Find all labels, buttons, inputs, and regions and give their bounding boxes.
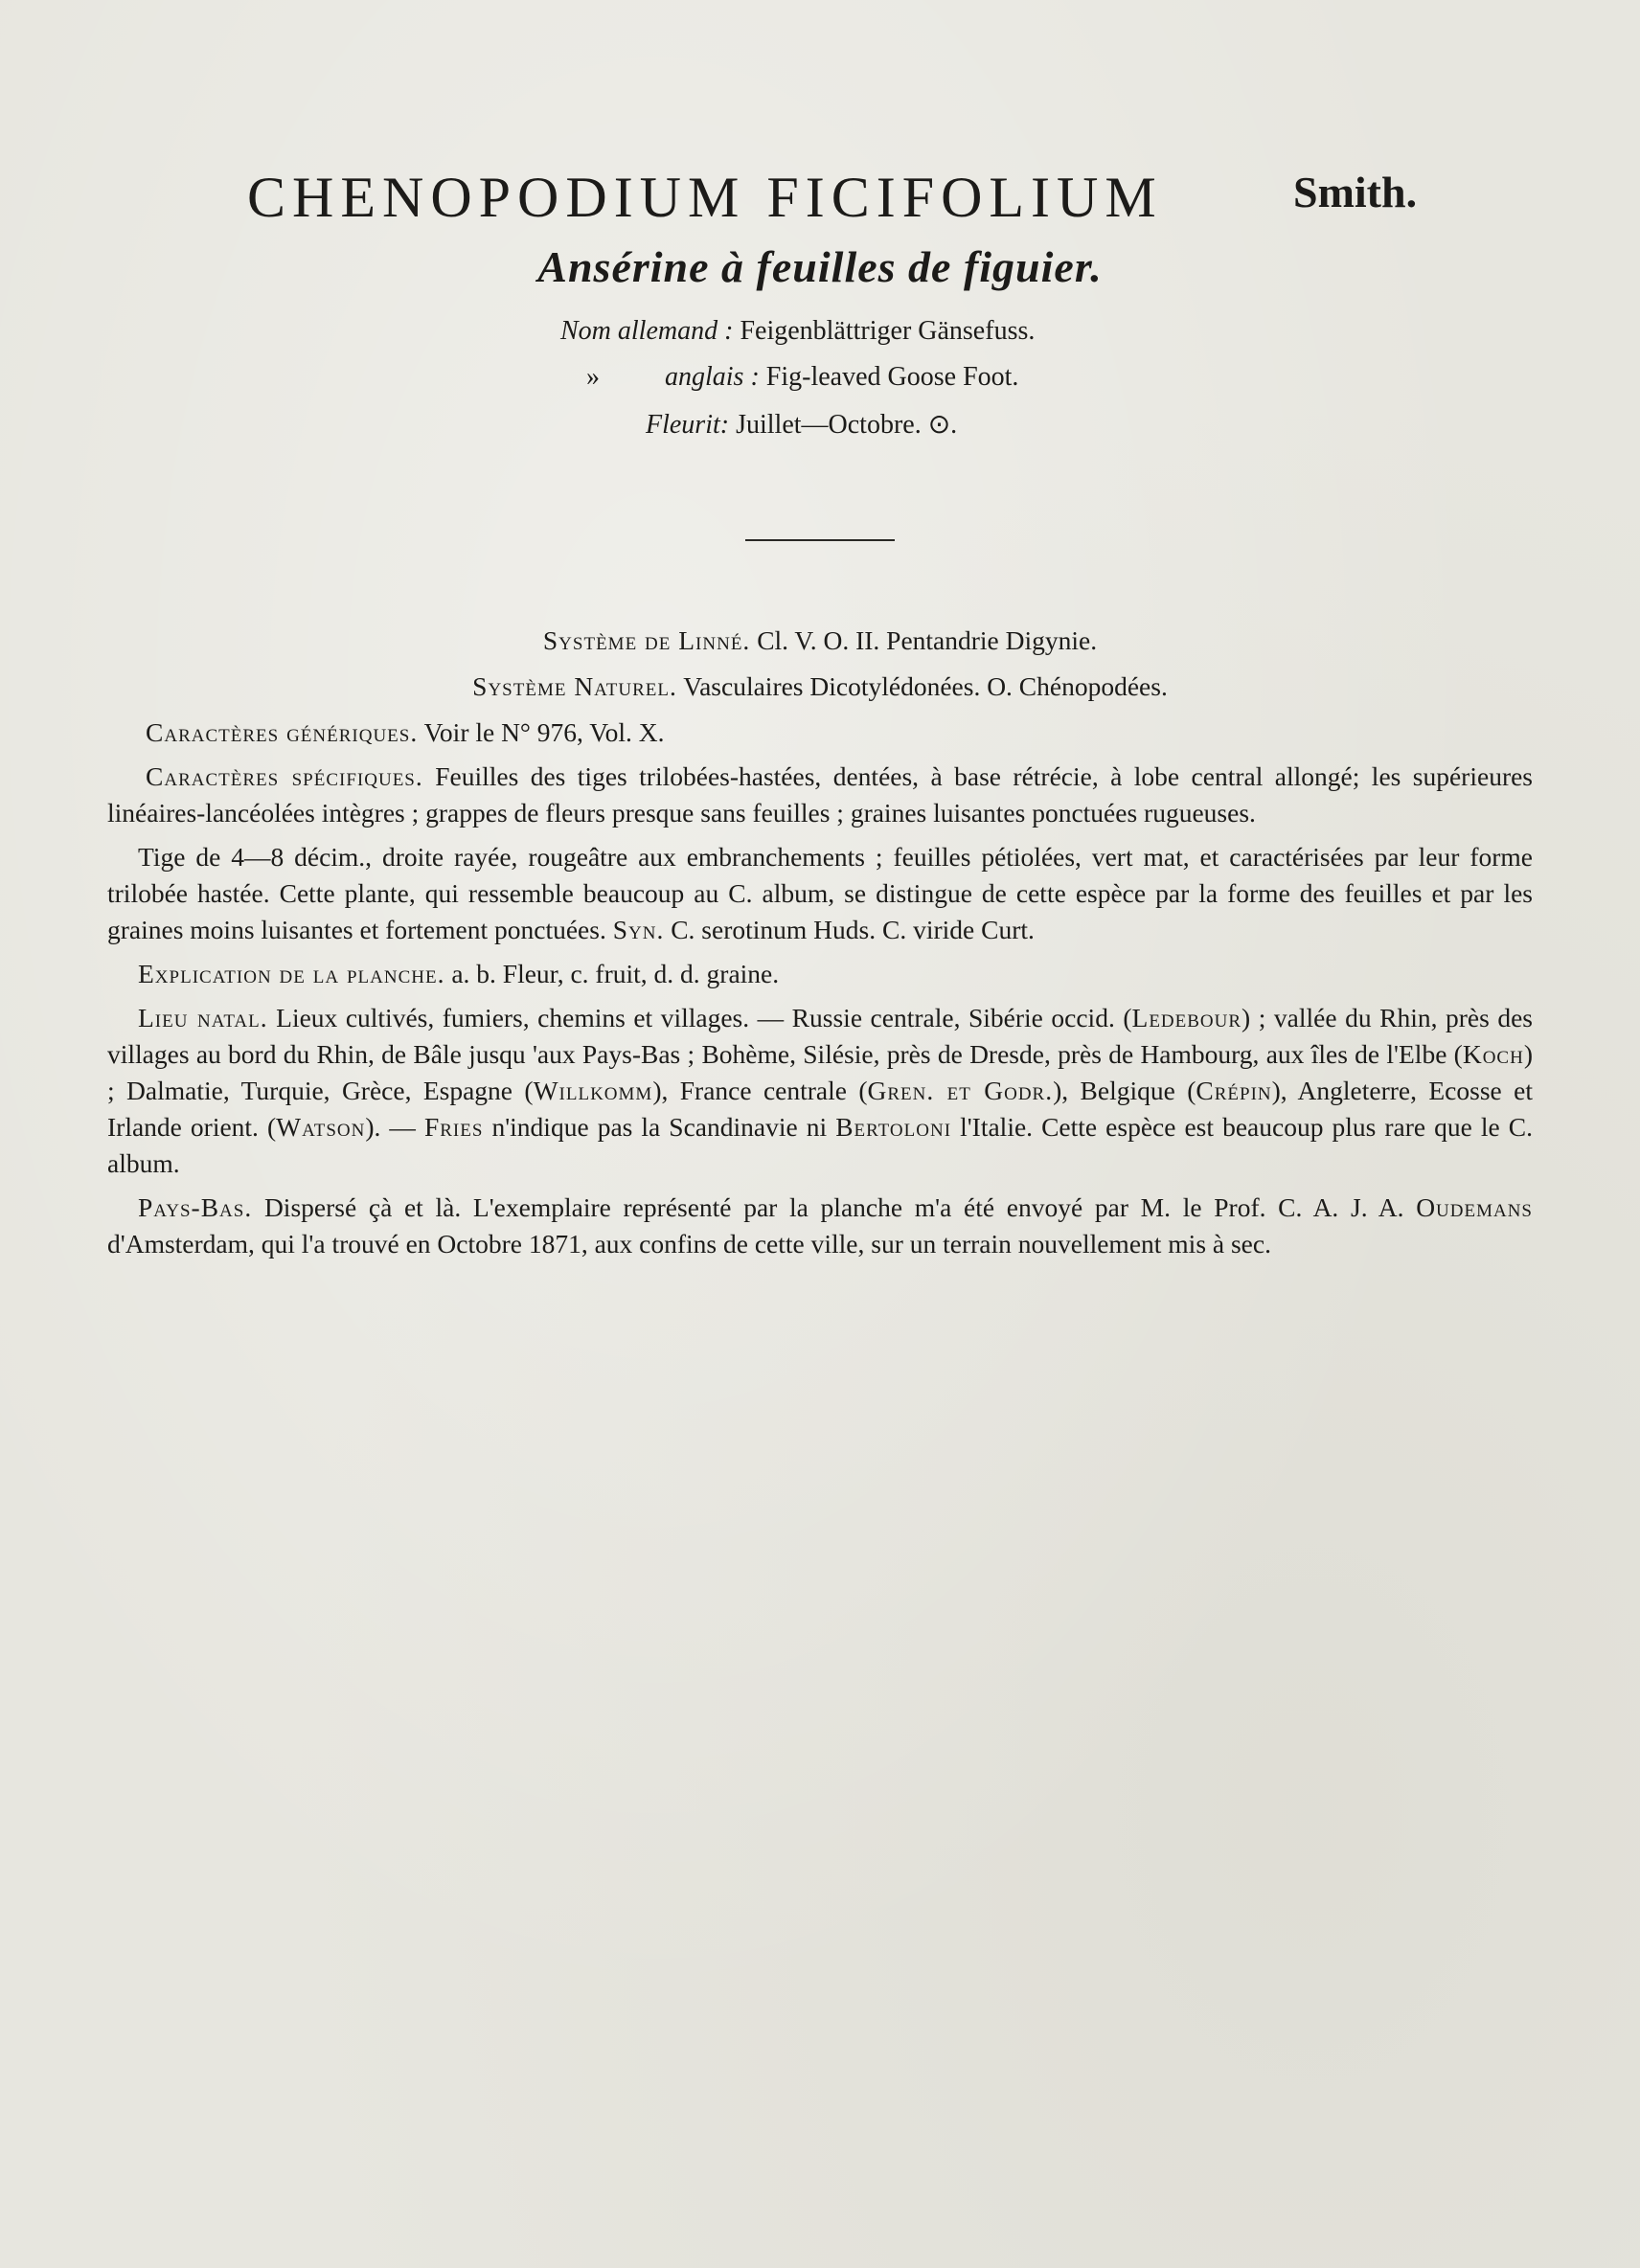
separator-rule [745,539,895,541]
specific-characters-text: Feuilles des tiges trilobées-hastées, dentées, à base rétrécie, à lobe central allongé; les supérieures linéaires-lancéolées intègres ; grappes de fleurs presque sans feuilles ; graines luisantes ponctuées rugueuses. [107,761,1534,828]
german-name-value: Feigenblättriger Gänsefuss. [740,316,1036,346]
netherlands-paragraph [107,1190,1533,1262]
generic-characters-text: Voir le N° 976, Vol. X. [423,717,665,747]
english-name-row [586,362,1018,393]
plant-description-text: Tige de 4—8 décim., droite rayée, rougeâtre aux embranchements ; feuilles pétiolées, vert mat, et caractérisées par leur forme trilobée hastée. Cette plante, qui ressemble beaucoup au C. album, se distingue de cette espèce par la forme des feuilles et par les graines moins luisantes et fortement ponctuées. [107,842,1533,944]
french-common-name: Ansérine à feuilles de figuier. [537,242,1103,291]
english-name-label: anglais : [665,362,760,392]
synonym-text: C. serotinum Huds. C. viride Curt. [671,915,1035,944]
specific-characters-paragraph [107,759,1533,831]
author-koch: Koch [1462,1039,1524,1069]
flowering-label: Fleurit: [646,410,730,440]
author-gren-godr: Gren. et Godr. [867,1076,1054,1105]
specific-characters-label: Caractères spécifiques. [146,761,423,791]
generic-characters-paragraph [107,714,1533,751]
flowering-row [646,408,957,441]
netherlands-label: Pays-Bas. [138,1192,253,1222]
generic-characters-label: Caractères génériques. [146,717,419,747]
ditto-mark: » [586,362,600,392]
netherlands-text-b: d'Amsterdam, qui l'a trouvé en Octobre 1871, aux confins de cette ville, sur un terrain nouvellement mis à sec. [107,1229,1271,1259]
plant-description-paragraph [107,839,1533,948]
author-bertoloni: Bertoloni [835,1112,952,1142]
author-watson: Watson [276,1112,366,1142]
german-name-row [560,316,1035,347]
author-fries: Fries [423,1112,484,1142]
native-range-text-d: ), France centrale ( [652,1076,868,1105]
german-name-label: Nom allemand : [560,316,734,346]
plate-explanation-label: Explication de la planche. [138,959,445,988]
annual-symbol-icon: ⊙. [927,410,958,440]
native-range-text-f: ), Angleterre, Ecosse et Irlande orient. ( [107,1076,1533,1142]
author-willkomm: Willkomm [533,1076,653,1105]
plate-explanation-text: a. b. Fleur, c. fruit, d. d. graine. [451,959,780,988]
native-range-text-a: Lieux cultivés, fumiers, chemins et villages. — Russie centrale, Sibérie occid. ( [276,1003,1132,1032]
author-crepin: Crépin [1196,1076,1272,1105]
english-name-value: Fig-leaved Goose Foot. [765,362,1019,392]
synonym-label: Syn. [612,915,665,944]
native-range-text-g: ). — [365,1112,424,1142]
native-range-text-c: ) ; Dalmatie, Turquie, Grèce, Espagne ( [107,1039,1533,1105]
linne-system-value: Cl. V. O. II. Pentandrie Digynie. [757,625,1098,655]
plate-explanation-paragraph [107,956,1533,992]
native-range-text-i: l'Italie. Cette espèce est beaucoup plus rare que le C. album. [107,1112,1534,1178]
native-range-text-h: n'indique pas la Scandinavie ni [483,1112,836,1142]
latin-species-name: CHENOPODIUM FICIFOLIUM [247,166,1163,229]
description-body [107,623,1533,1270]
native-range-label: Lieu natal. [138,1003,268,1032]
native-range-paragraph [107,1000,1533,1182]
natural-system-label: Système Naturel. [472,671,677,701]
flowering-value: Juillet—Octobre. [736,410,922,440]
natural-system-value: Vasculaires Dicotylédonées. O. Chénopodées. [683,671,1168,701]
author-oudemans: Oudemans [1416,1192,1533,1222]
netherlands-text-a: Dispersé çà et là. L'exemplaire représenté par la planche m'a été envoyé par M. le Prof. C. A. J. A. [263,1192,1417,1222]
linne-system-line [107,623,1533,659]
native-range-text-b: ) ; vallée du Rhin, près des villages au bord du Rhin, de Bâle jusqu 'aux Pays-Bas ; Bohème, Silésie, près de Dresde, près de Hambourg, aux îles de l'Elbe ( [107,1003,1534,1069]
natural-system-line [107,669,1533,705]
native-range-text-e: ), Belgique ( [1053,1076,1196,1105]
linne-system-label: Système de Linné. [542,625,751,655]
author-ledebour: Ledebour [1131,1003,1242,1032]
species-author: Smith. [1293,168,1418,216]
